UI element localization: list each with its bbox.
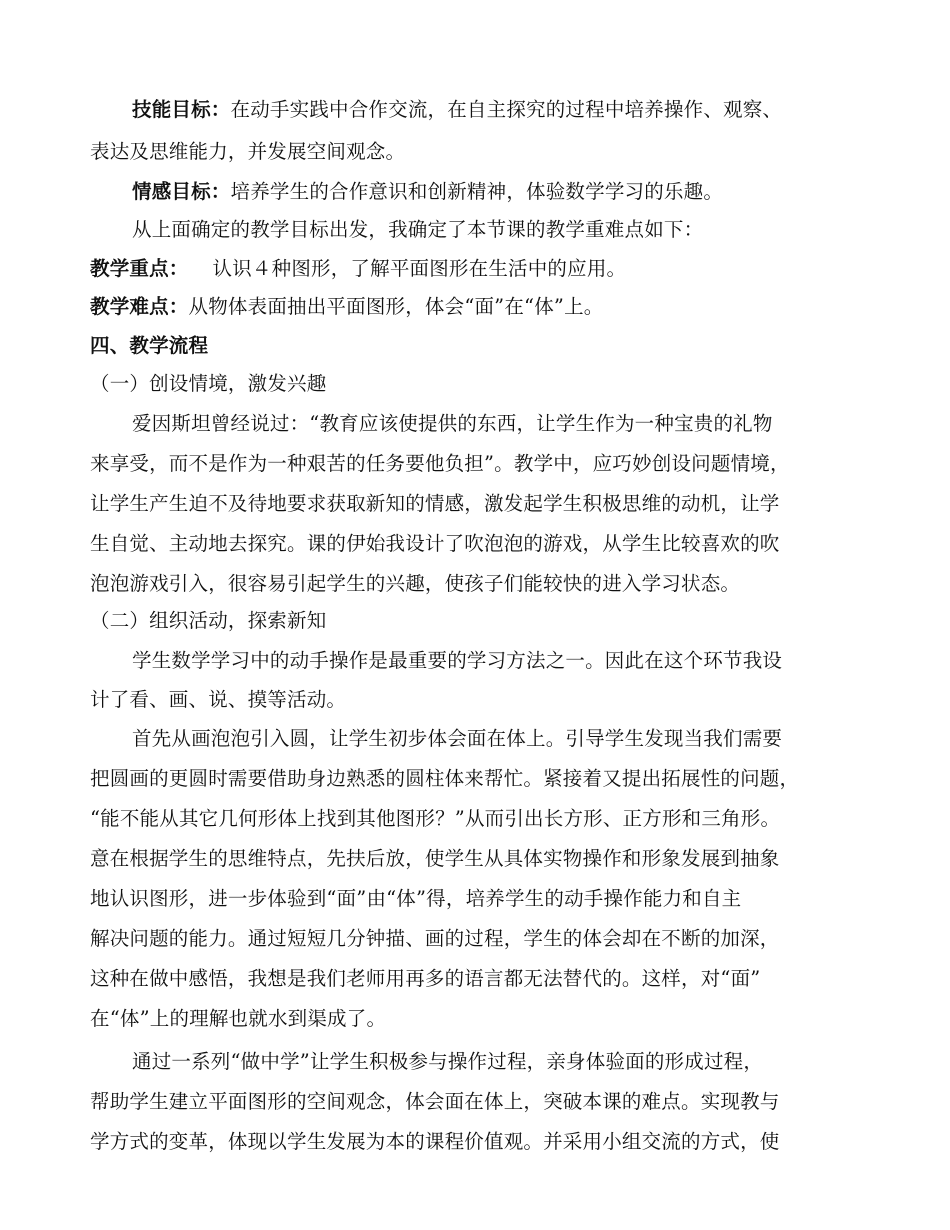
- subsection-1-title: （一）创设情境，激发兴趣: [90, 372, 327, 395]
- sub2-p3-line-2: 帮助学生建立平面图形的空间观念，体会面在体上，突破本课的难点。实现教与: [90, 1090, 780, 1113]
- sub2-p1-line-2: 计了看、画、说、摸等活动。: [90, 688, 347, 711]
- sub2-p3-line-3: 学方式的变革，体现以学生发展为本的课程价值观。并采用小组交流的方式，使: [90, 1130, 780, 1153]
- section-heading: 四、教学流程: [90, 334, 209, 357]
- key-point-label: 教学重点：: [90, 257, 189, 280]
- key-point-line: [90, 251, 880, 287]
- subsection-2-title: （二）组织活动，探索新知: [90, 609, 327, 632]
- sub2-p2-line-2: 把圆画的更圆时需要借助身边熟悉的圆柱体来帮忙。紧接着又提出拓展性的问题，: [90, 767, 800, 790]
- difficult-point-label: 教学难点：: [90, 295, 189, 318]
- sub2-p3-line-1: 通过一系列“做中学”让学生积极参与操作过程，亲身体验面的形成过程，: [132, 1050, 764, 1073]
- sub2-p2-line-7: 这种在做中感悟，我想是我们老师用再多的语言都无法替代的。这样，对“面”: [90, 967, 761, 990]
- sub2-p2-line-4: 意在根据学生的思维特点，先扶后放，使学生从具体实物操作和形象发展到抽象: [90, 847, 780, 870]
- difficult-point-line: [90, 289, 880, 325]
- difficult-point-text: 从物体表面抽出平面图形，体会“面”在“体”上。: [188, 295, 604, 318]
- emotion-goal-text: 培养学生的合作意识和创新精神，体验数学学习的乐趣。: [230, 180, 724, 203]
- sub1-line-1: 爱因斯坦曾经说过：“教育应该使提供的东西，让学生作为一种宝贵的礼物: [132, 412, 773, 435]
- key-point-text: 认识４种图形，了解平面图形在生活中的应用。: [212, 257, 627, 280]
- intro-line: 从上面确定的教学目标出发，我确定了本节课的教学重难点如下：: [132, 218, 704, 241]
- sub2-p2-line-1: 首先从画泡泡引入圆，让学生初步体会面在体上。引导学生发现当我们需要: [132, 727, 783, 750]
- sub2-p2-line-6: 解决问题的能力。通过短短几分钟描、画的过程，学生的体会却在不断的加深，: [90, 927, 780, 950]
- emotion-goal-line: [132, 174, 880, 210]
- sub2-p2-line-3: “能不能从其它几何形体上找到其他图形？”从而引出长方形、正方形和三角形。: [90, 807, 781, 830]
- skill-goal-label: 技能目标：: [132, 98, 231, 121]
- sub1-line-5: 泡泡游戏引入，很容易引起学生的兴趣，使孩子们能较快的进入学习状态。: [90, 572, 741, 595]
- sub1-line-4: 生自觉、主动地去探究。课的伊始我设计了吹泡泡的游戏，从学生比较喜欢的吹: [90, 532, 780, 555]
- sub1-line-3: 让学生产生迫不及待地要求获取新知的情感，激发起学生积极思维的动机，让学: [90, 492, 780, 515]
- sub2-p2-line-5: 地认识图形，进一步体验到“面”由“体”得，培养学生的动手操作能力和自主: [90, 887, 742, 910]
- emotion-goal-label: 情感目标：: [132, 180, 231, 203]
- sub1-line-2: 来享受，而不是作为一种艰苦的任务要他负担”。教学中，应巧妙创设问题情境，: [90, 452, 790, 475]
- skill-goal-line2: 表达及思维能力，并发展空间观念。: [90, 140, 406, 163]
- sub2-p2-line-8: 在“体”上的理解也就水到渠成了。: [90, 1007, 387, 1030]
- skill-goal-line1: [132, 92, 880, 128]
- skill-goal-text: 在动手实践中合作交流，在自主探究的过程中培养操作、观察、: [230, 98, 783, 121]
- sub2-p1-line-1: 学生数学学习中的动手操作是最重要的学习方法之一。因此在这个环节我设: [132, 649, 783, 672]
